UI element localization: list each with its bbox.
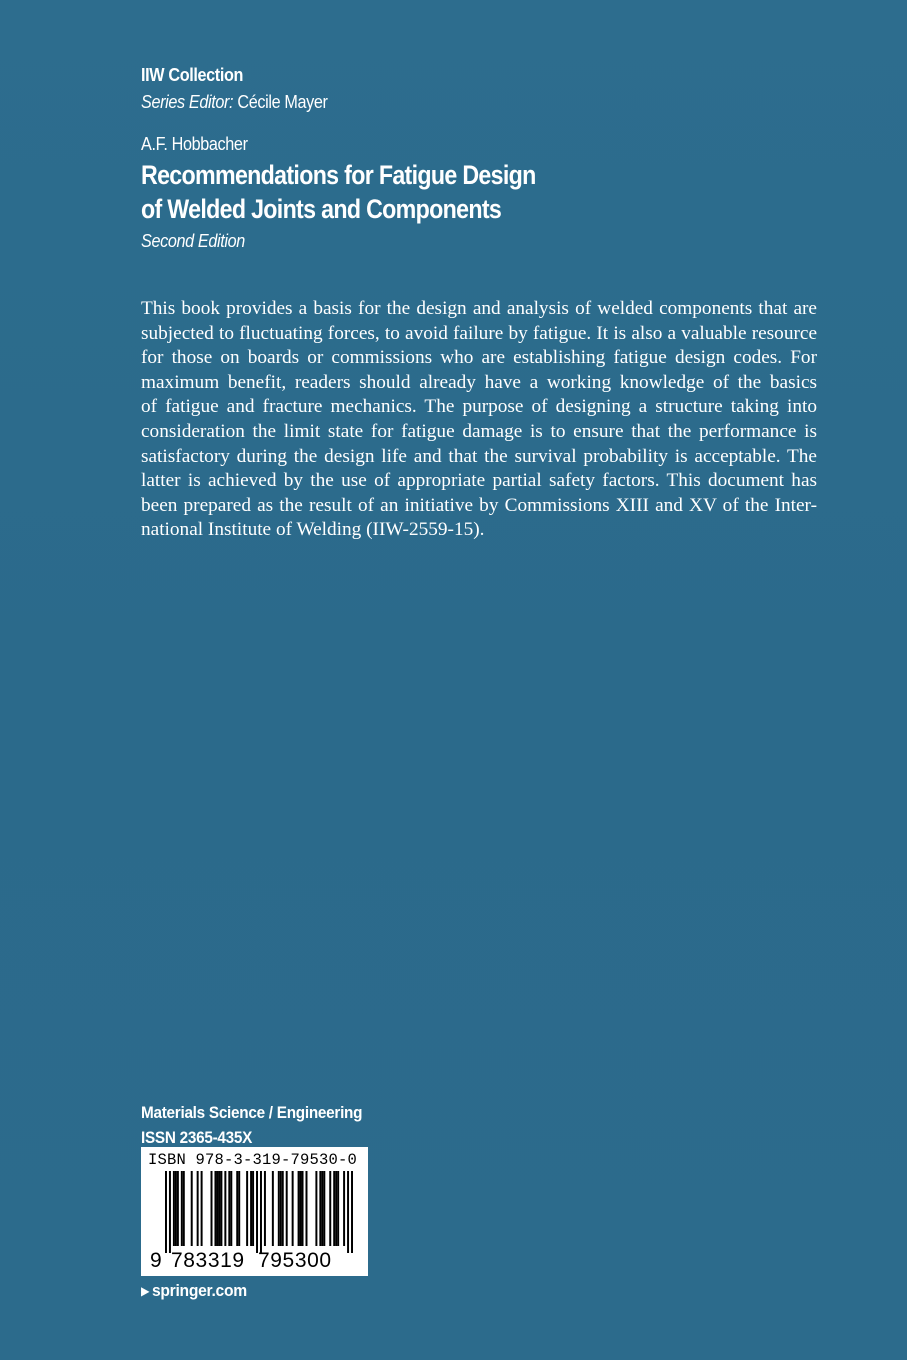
barcode-guard-bar: [351, 1171, 353, 1253]
barcode-bar: [298, 1171, 300, 1246]
arrow-icon: ▶: [141, 1284, 150, 1298]
barcode-bar: [214, 1171, 216, 1246]
subject-category: Materials Science / Engineering: [141, 1103, 363, 1122]
barcode-bar: [191, 1171, 193, 1246]
barcode-bar: [252, 1171, 254, 1246]
blurb-line: been prepared as the result of an initiative by Commissions XIII and XV of the Inter-: [141, 494, 817, 516]
book-title-line-2: of Welded Joints and Components: [141, 194, 502, 224]
ean-left-group: 783319: [171, 1249, 245, 1272]
barcode-bar: [282, 1171, 284, 1246]
barcode-bar: [177, 1171, 179, 1246]
barcode-bar: [292, 1171, 294, 1246]
barcode-bar: [201, 1171, 203, 1246]
barcode-bar: [230, 1171, 232, 1246]
barcode-bar: [302, 1171, 304, 1246]
barcode-bar: [183, 1171, 185, 1246]
series-block: [141, 62, 348, 116]
barcode-bar: [323, 1171, 325, 1246]
blurb-line: satisfactory during the design life and that the survival probability is acceptable. The: [141, 445, 817, 467]
barcode-bar: [319, 1171, 321, 1246]
barcode-bar: [321, 1171, 323, 1246]
edition: Second Edition: [141, 231, 245, 251]
blurb-paragraph: [141, 297, 817, 543]
blurb-line: consideration the limit state for fatigue damage is to ensure that the performance is: [141, 420, 817, 442]
barcode-bar: [216, 1171, 218, 1246]
blurb-line: maximum benefit, readers should already have a working knowledge of the basics: [141, 371, 817, 393]
barcode-bar: [300, 1171, 302, 1246]
barcode-bar: [220, 1171, 222, 1246]
isbn-label: ISBN 978-3-319-79530-0: [148, 1151, 358, 1169]
book-title-line-1: Recommendations for Fatigue Design: [141, 160, 536, 190]
barcode-bar: [286, 1171, 288, 1246]
barcode-bar: [175, 1171, 177, 1246]
barcode-bar: [264, 1171, 266, 1246]
barcode-box: [141, 1147, 368, 1276]
blurb-line: subjected to fluctuating forces, to avoid failure by fatigue. It is also a valuable resource: [141, 322, 817, 344]
barcode-guard-bar: [347, 1171, 349, 1253]
blurb-line: latter is achieved by the use of appropriate partial safety factors. This document has: [141, 470, 817, 492]
publisher-link[interactable]: [141, 1279, 247, 1303]
barcode-bar: [218, 1171, 220, 1246]
barcode-bar: [246, 1171, 248, 1246]
barcode-bar: [278, 1171, 280, 1246]
barcode-bar: [250, 1171, 252, 1246]
ean-right-group: 795300: [258, 1249, 332, 1272]
barcode-guard-bar: [165, 1171, 167, 1253]
barcode-bar: [306, 1171, 308, 1246]
barcode-guard-bar: [169, 1171, 171, 1253]
book-title: [141, 158, 536, 226]
barcode-bar: [236, 1171, 238, 1246]
barcode-guard-bar: [260, 1171, 262, 1253]
barcode-bar: [224, 1171, 226, 1246]
barcode-bar: [173, 1171, 175, 1246]
series-editor-name: Cécile Mayer: [237, 92, 328, 112]
barcode-bar: [211, 1171, 213, 1246]
barcode-bar: [280, 1171, 282, 1246]
barcode-bar: [228, 1171, 230, 1246]
blurb-line: national Institute of Welding (IIW-2559-15).: [141, 519, 485, 541]
barcode-guard-bar: [256, 1171, 258, 1253]
barcode-bar: [315, 1171, 317, 1246]
barcode-bar: [335, 1171, 337, 1246]
blurb-line: for those on boards or commissions who are establishing fatigue design codes. For: [141, 347, 817, 369]
collection-name: IIW Collection: [141, 65, 244, 85]
ean-first-digit: 9: [150, 1249, 162, 1272]
series-editor: [141, 88, 328, 116]
issn: ISSN 2365-435X: [141, 1128, 253, 1147]
blurb-line: of fatigue and fracture mechanics. The purpose of designing a structure taking into: [141, 396, 817, 418]
publisher-url: springer.com: [151, 1281, 247, 1300]
barcode-bars: [165, 1171, 353, 1253]
barcode-bar: [238, 1171, 240, 1246]
author: A.F. Hobbacher: [141, 134, 248, 154]
barcode-bar: [181, 1171, 183, 1246]
barcode-bar: [197, 1171, 199, 1246]
barcode-bar: [337, 1171, 339, 1246]
barcode-bar: [272, 1171, 274, 1246]
barcode-bar: [333, 1171, 335, 1246]
barcode-bar: [343, 1171, 345, 1246]
barcode-bar: [329, 1171, 331, 1246]
series-editor-label: Series Editor:: [141, 92, 234, 112]
blurb-line: This book provides a basis for the design and analysis of welded components that are: [141, 298, 817, 319]
